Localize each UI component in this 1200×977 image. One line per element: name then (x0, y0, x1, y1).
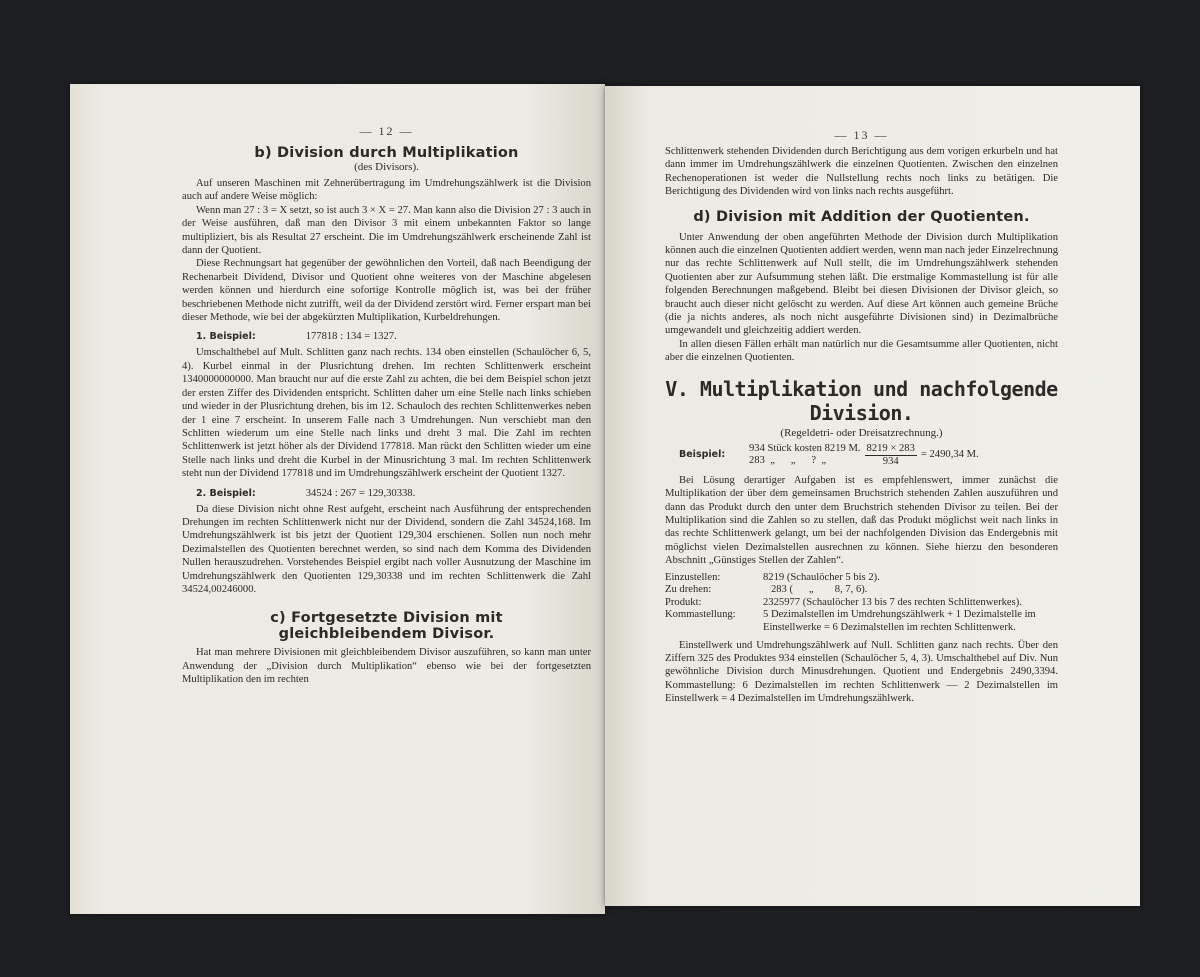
step-row (665, 572, 1058, 585)
book-spread (70, 78, 1140, 908)
paragraph: Auf unseren Maschinen mit Zehnerübertragung im Umdrehungszählwerk ist die Division auch auf andere Weise möglich: (182, 178, 591, 203)
paragraph: Einstellwerk und Umdrehungszählwerk auf Null. Schlitten ganz nach rechts. Über den Ziffern 325 des Produktes 934 einstellen (Schaulöcher 5, 4, 3). Umschalthebel auf Div. Nun gewöhnliche Division durch Minusdrehungen. Quotient und Endergebnis 2490,3394. Kommastellung: 6 Dezimalstellen im rechten Schlittenwerk — 2 Dezimalstellen im Einstellwerk = 4 Dezimalstellen im Umdrehungszählwerk. (665, 639, 1058, 705)
example-formula (665, 443, 1058, 468)
step-row (665, 597, 1058, 610)
chapter-heading: V. Multiplikation und nachfolgende Division. (665, 376, 1058, 425)
chapter-subtitle: (Regeldetri- oder Dreisatzrechnung.) (780, 426, 943, 439)
example-label: Beispiel: (679, 449, 726, 461)
section-heading-c: c) Fortgesetzte Division mit gleichbleibendem Divisor. (270, 610, 503, 643)
example-line-2: 283 „ „ ? „ (749, 455, 827, 467)
example-value: 34524 : 267 = 129,30338. (305, 487, 416, 499)
page-number: — 12 — (359, 124, 414, 138)
paragraph: Unter Anwendung der oben angeführten Methode der Division durch Multiplikation können auch die einzelnen Quotienten addiert werden, wenn man nach jeder Einzelrechnung nur das rechte Schlittenwerk auf Null stellt, die im Umdrehungszählwerk stehenden Quotienten aber zur Aufsummung stehen läßt. Die erstmalige Kommastellung ist für alle folgenden Berechnungen maßgebend. Bleibt bei diesen Divisionen der Divisor gleich, so braucht auch dieser nicht gelöscht zu werden. Auf diese Art können auch gemeine Brüche (die ja nichts anderes, als noch nicht ausgeführte Divisionen sind) in Dezimalbrüche umgewandelt und gleichzeitig addiert werden. (665, 231, 1058, 337)
right-page (605, 86, 1140, 906)
step-key: Zu drehen: (665, 584, 712, 596)
example-statement (749, 443, 861, 467)
paragraph: Umschalthebel auf Mult. Schlitten ganz nach rechts. 134 oben einstellen (Schaulöcher 6, 5, 4). Kurbel einmal in der Plusrichtung drehen. Im rechten Schlittenwerk erscheint 1340000000000. Man braucht nur auf die erste Zahl zu achten, die bei dem Beispiel schon jetzt der ersten Ziffer des Dividenden entspricht. Schlitten daher um eine Stelle nach links schieben und wieder in der Plusrichtung drehen, bis im 12. Schauloch des rechten Schlittenwerkes neben der 1 eine 7 erscheint. In unserem Falle nach 3 Umdrehungen. Nun verschiebt man den Schlitten wiederum um eine Stelle nach links und dreht 3 mal. Die Zahl im rechten Schlittenwerk ist jetzt höher als der Dividend 177818. Man rückt den Schlitten wieder um eine Stelle nach links und dreht die Kurbel in der Minusrichtung 3 mal. Im rechten Schlittenwerk steht nun der Dividend 177818 und im Umdrehungszählwerk erscheint der Quotient 1327. (182, 347, 591, 480)
step-key: Einzustellen: (665, 571, 721, 583)
paragraph: Da diese Division nicht ohne Rest aufgeht, erscheint nach Ausführung der entsprechenden Drehungen im rechten Schlittenwerk nicht nur der Dividend, sondern die Zahl 34524,168. Im Umdrehungszählwerk ist bis jetzt der Quotient 129,304 erschienen. Sollen nun noch mehr Dezimalstellen des Quotienten berechnet werden, so sind nach dem Komma des Dividenden Nullen herauszudrehen. Vorstehendes Beispiel ergibt nach voller Ausnutzung der Maschine im Umdrehungszählwerk den Quotienten 129,30338 und im rechten Schlittenwerk die Zahl 34524,00246000. (182, 503, 591, 595)
example-line (182, 487, 591, 501)
paragraph: Wenn man 27 : 3 = X setzt, so ist auch 3 × X = 27. Man kann also die Division 27 : 3 auch in der Weise ausführen, daß man den Divisor 3 mit einem unbekannten Faktor so lange multipliziert, bis als Resultat 27 erscheint. Die im Umdrehungszählwerk erscheinende Zahl ist dann der Quotient. (182, 204, 591, 257)
section-subtitle: (des Divisors). (354, 161, 419, 173)
paragraph: Hat man mehrere Divisionen mit gleichbleibendem Divisor auszuführen, so kann man unter Anwendung der „Division durch Multiplikation“ ebenso wie bei der fortgesetzten Multiplikation den im rechten (182, 647, 591, 686)
fraction (865, 443, 917, 468)
example-value: 177818 : 134 = 1327. (305, 331, 397, 343)
step-row (665, 609, 1058, 634)
paragraph: In allen diesen Fällen erhält man natürlich nur die Gesamtsumme aller Quotienten, nicht aber die einzelnen Quotienten. (665, 338, 1058, 364)
step-value: 8219 (Schaulöcher 5 bis 2). (763, 571, 880, 583)
example-line-1: 934 Stück kosten 8219 M. (749, 443, 861, 455)
paragraph: Diese Rechnungsart hat gegenüber der gewöhnlichen den Vorteil, daß nach Beendigung der Rechenarbeit Dividend, Divisor und Quotient ohne weiteres von der Maschine abgelesen werden können und hierdurch eine sofortige Kontrolle möglich ist, was bei der früher beschriebenen Methode nicht zutrifft, weil da der Dividend zerstört wird. Ferner erspart man bei dieser Methode, wie bei der abgekürzten Multiplikation, Kurbeldrehungen. (182, 258, 591, 324)
page-number: — 13 — (834, 128, 889, 142)
left-page (70, 84, 605, 914)
step-value: 2325977 (Schaulöcher 13 bis 7 des rechten Schlittenwerkes). (763, 596, 1022, 608)
step-table (665, 572, 1058, 635)
fraction-numerator: 8219 × 283 (866, 442, 915, 454)
step-value: 283 ( „ 8, 7, 6). (763, 584, 868, 596)
example-label: 2. Beispiel: (196, 487, 256, 499)
section-heading-b: b) Division durch Multiplikation (254, 145, 519, 161)
step-key: Produkt: (665, 596, 702, 608)
step-value: 5 Dezimalstellen im Umdrehungszählwerk + 1 Dezimalstelle im Einstellwerke = 6 Dezimalstellen im rechten Schlittenwerk. (763, 609, 1036, 633)
paragraph: Bei Lösung derartiger Aufgaben ist es empfehlenswert, immer zunächst die Multiplikation der über dem gemeinsamen Bruchstrich stehenden Zahlen auszuführen und dann das Produkt durch den unter dem Bruchstrich stehenden Divisor zu teilen. Bei der Multiplikation sind die Zahlen so zu stellen, daß das Produkt möglichst weit nach links in das rechte Schlittenwerk gelangt, um bei der nachfolgenden Division das Endergebnis mit möglichst vielen Dezimalstellen ausrechnen zu können. Siehe hierzu den besonderen Abschnitt „Günstiges Stellen der Zahlen“. (665, 474, 1058, 567)
paragraph: Schlittenwerk stehenden Dividenden durch Berichtigung aus dem vorigen erkurbeln und hat dann immer im Umdrehungszählwerk die einzelnen Quotienten. Zwischen den einzelnen Rechenoperationen ist weder die Nullstellung rechts noch links zu betätigen. Die Berichtigung des Dividenden wird von links nach rechts ausgeführt. (665, 146, 1058, 198)
section-heading-d: d) Division mit Addition der Quotienten. (693, 208, 1030, 225)
example-line (182, 330, 591, 344)
step-row (665, 584, 1058, 597)
step-key: Kommastellung: (665, 609, 736, 621)
example-label: 1. Beispiel: (196, 331, 256, 343)
example-result: = 2490,34 M. (920, 449, 979, 461)
fraction-denominator: 934 (882, 455, 899, 467)
